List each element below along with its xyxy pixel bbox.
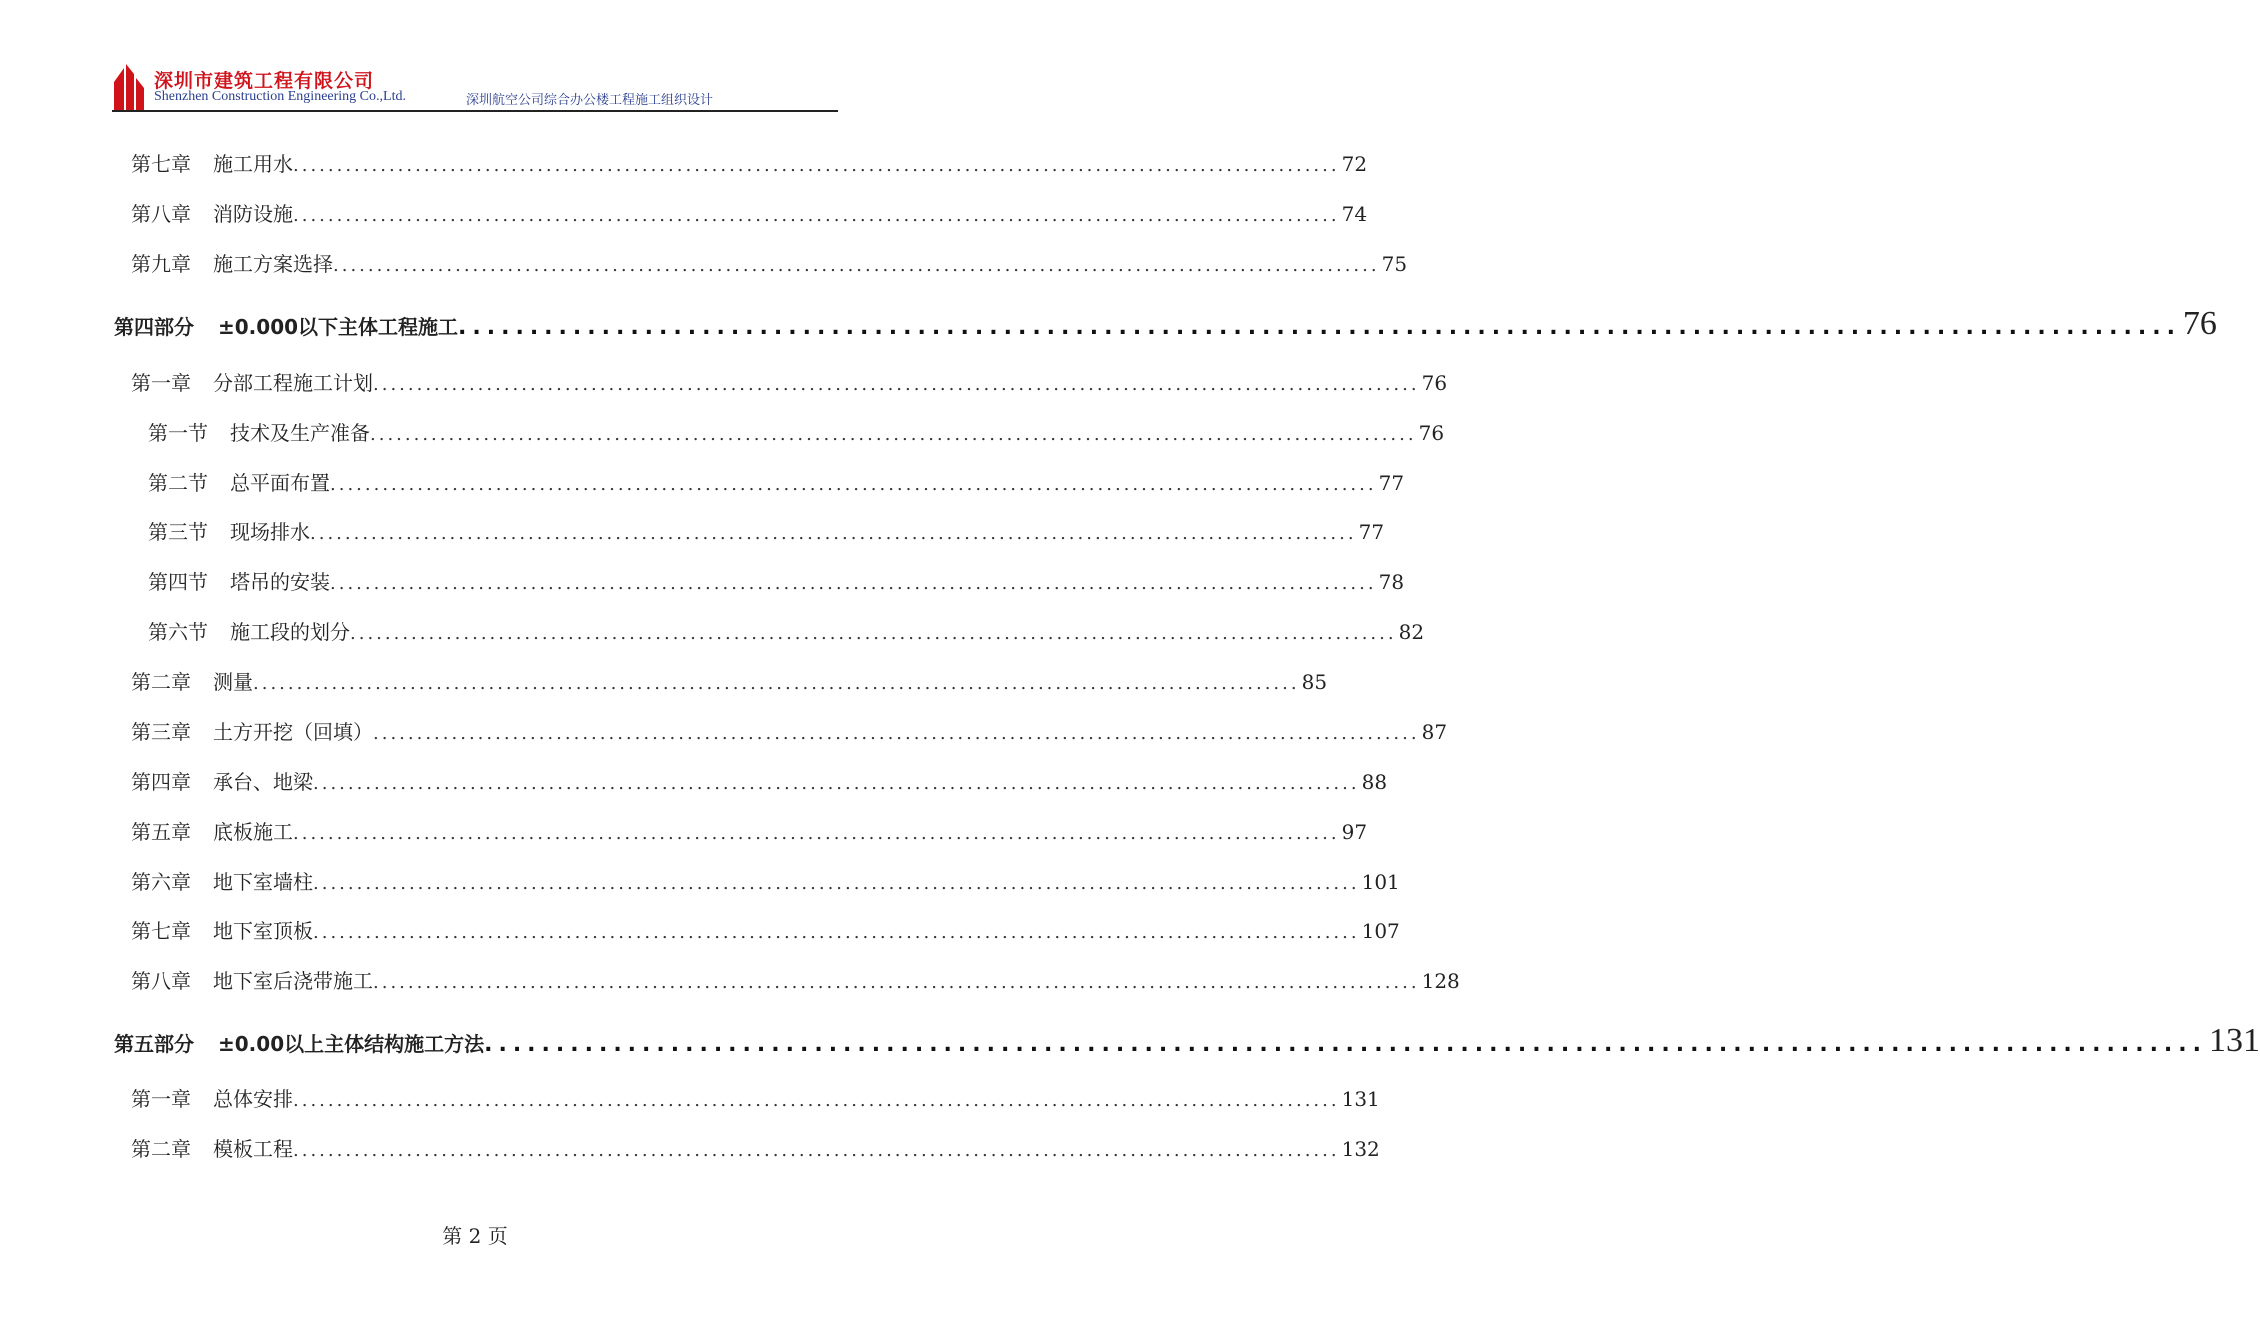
red-building-icon <box>112 62 146 110</box>
toc-entry-page-number: 85 <box>1301 670 1328 694</box>
toc-entry-title: 施工用水 <box>213 152 293 176</box>
toc-entry-page-number: 132 <box>1341 1137 1380 1161</box>
toc-entry-page-number: 87 <box>1421 720 1448 744</box>
toc-section-entry[interactable] <box>148 417 1445 447</box>
dot-leader: ........................................................................................................................ <box>293 1140 1340 1161</box>
toc-entry-label: 第四节 <box>148 570 208 594</box>
document-title: 深圳航空公司综合办公楼工程施工组织设计 <box>466 93 714 108</box>
toc-entry-title: 地下室墙柱 <box>213 870 313 894</box>
toc-section-entry[interactable] <box>148 467 1405 497</box>
toc-entry-label: 第五部分 <box>114 1032 194 1056</box>
toc-chapter-entry[interactable] <box>131 148 1368 178</box>
toc-entry-label: 第一章 <box>131 1087 191 1111</box>
dot-leader: ........................................................................................................................ <box>293 823 1340 844</box>
toc-chapter-entry[interactable] <box>131 766 1388 796</box>
toc-chapter-entry[interactable] <box>131 816 1368 846</box>
toc-entry-page-number: 78 <box>1378 570 1405 594</box>
toc-chapter-entry[interactable] <box>131 915 1400 945</box>
page-number: 第 2 页 <box>442 1224 508 1248</box>
toc-chapter-entry[interactable] <box>131 1133 1380 1163</box>
toc-entry-page-number: 82 <box>1398 620 1425 644</box>
toc-entry-title: 模板工程 <box>213 1137 293 1161</box>
toc-entry-title: 底板施工 <box>213 820 293 844</box>
company-name-en: Shenzhen Construction Engineering Co.,Ltd. <box>154 89 406 104</box>
dot-leader: ........................................................................................................................ <box>330 573 1377 594</box>
toc-entry-page-number: 97 <box>1341 820 1368 844</box>
toc-part-entry[interactable] <box>114 305 2217 345</box>
toc-entry-page-number: 128 <box>1421 969 1460 993</box>
toc-chapter-entry[interactable] <box>131 866 1400 896</box>
toc-entry-label: 第二章 <box>131 1137 191 1161</box>
toc-entry-label: 第九章 <box>131 252 191 276</box>
toc-entry-title: 分部工程施工计划 <box>213 371 373 395</box>
toc-chapter-entry[interactable] <box>131 198 1368 228</box>
dot-leader: ........................................................................................................................ <box>293 205 1340 226</box>
toc-entry-title: 施工方案选择 <box>213 252 333 276</box>
dot-leader: ........................................................................................................................ <box>333 255 1380 276</box>
toc-entry-page-number: 131 <box>1341 1087 1380 1111</box>
toc-entry-page-number: 131 <box>2209 1022 2260 1059</box>
toc-entry-page-number: 74 <box>1341 202 1368 226</box>
toc-entry-title: 土方开挖（回填） <box>213 720 373 744</box>
dot-leader: ........................................................................................................................ <box>253 673 1300 694</box>
page-header <box>112 60 838 112</box>
toc-entry-title: 总体安排 <box>213 1087 293 1111</box>
dot-leader: ........................................................................................................................ <box>293 155 1340 176</box>
toc-entry-title: 消防设施 <box>213 202 293 226</box>
toc-entry-label: 第八章 <box>131 969 191 993</box>
dot-leader: ........................................................................................................................ <box>370 424 1417 445</box>
toc-entry-label: 第三章 <box>131 720 191 744</box>
toc-entry-label: 第二章 <box>131 670 191 694</box>
toc-chapter-entry[interactable] <box>131 367 1448 397</box>
toc-entry-label: 第四部分 <box>114 315 194 339</box>
toc-chapter-entry[interactable] <box>131 1083 1380 1113</box>
toc-entry-title: 施工段的划分 <box>230 620 350 644</box>
toc-entry-label: 第三节 <box>148 520 208 544</box>
toc-chapter-entry[interactable] <box>131 716 1448 746</box>
dot-leader: ........................................................................................................................ <box>350 623 1397 644</box>
toc-entry-label: 第二节 <box>148 471 208 495</box>
toc-entry-label: 第四章 <box>131 770 191 794</box>
toc-entry-label: 第八章 <box>131 202 191 226</box>
dot-leader: ........................................................................................................................ <box>373 723 1420 744</box>
toc-entry-page-number: 77 <box>1358 520 1385 544</box>
toc-entry-page-number: 107 <box>1361 919 1400 943</box>
toc-entry-label: 第一章 <box>131 371 191 395</box>
toc-entry-page-number: 76 <box>1418 421 1445 445</box>
toc-entry-label: 第一节 <box>148 421 208 445</box>
toc-entry-title: 塔吊的安装 <box>230 570 330 594</box>
toc-entry-title: 测量 <box>213 670 253 694</box>
toc-entry-title: 承台、地梁 <box>213 770 313 794</box>
toc-entry-label: 第七章 <box>131 919 191 943</box>
toc-entry-label: 第六节 <box>148 620 208 644</box>
dot-leader: ........................................................................................................................ <box>313 873 1360 894</box>
toc-chapter-entry[interactable] <box>131 965 1460 995</box>
toc-entry-label: 第六章 <box>131 870 191 894</box>
toc-part-entry[interactable] <box>114 1022 2260 1062</box>
toc-entry-page-number: 88 <box>1361 770 1388 794</box>
dot-leader: ........................................................................................................................ <box>373 374 1420 395</box>
dot-leader: ........................................................................................................................ <box>310 523 1357 544</box>
toc-chapter-entry[interactable] <box>131 666 1328 696</box>
toc-entry-title: ±0.000以下主体工程施工 <box>218 315 459 339</box>
toc-entry-title: 技术及生产准备 <box>230 421 370 445</box>
toc-entry-label: 第五章 <box>131 820 191 844</box>
dot-leader: ........................................................................................................................ <box>330 474 1377 495</box>
toc-entry-title: 现场排水 <box>230 520 310 544</box>
dot-leader: ........................................................................................................................ <box>484 1032 2207 1057</box>
toc-entry-page-number: 76 <box>2182 305 2217 342</box>
dot-leader: ........................................................................................................................ <box>313 922 1360 943</box>
company-name-cn: 深圳市建筑工程有限公司 <box>154 70 375 92</box>
toc-entry-title: 地下室后浇带施工 <box>213 969 373 993</box>
toc-entry-title: 总平面布置 <box>230 471 330 495</box>
toc-entry-page-number: 76 <box>1421 371 1448 395</box>
toc-section-entry[interactable] <box>148 566 1405 596</box>
toc-entry-page-number: 72 <box>1341 152 1368 176</box>
header-divider <box>112 110 838 112</box>
toc-entry-page-number: 77 <box>1378 471 1405 495</box>
toc-entry-page-number: 75 <box>1381 252 1408 276</box>
toc-section-entry[interactable] <box>148 616 1425 646</box>
toc-section-entry[interactable] <box>148 516 1385 546</box>
dot-leader: ........................................................................................................................ <box>293 1090 1340 1111</box>
toc-entry-title: 地下室顶板 <box>213 919 313 943</box>
dot-leader: ........................................................................................................................ <box>313 773 1360 794</box>
toc-entry-title: ±0.00以上主体结构施工方法 <box>218 1032 485 1056</box>
dot-leader: ........................................................................................................................ <box>458 315 2181 340</box>
toc-entry-page-number: 101 <box>1361 870 1400 894</box>
dot-leader: ........................................................................................................................ <box>373 972 1420 993</box>
toc-chapter-entry[interactable] <box>131 248 1408 278</box>
toc-entry-label: 第七章 <box>131 152 191 176</box>
